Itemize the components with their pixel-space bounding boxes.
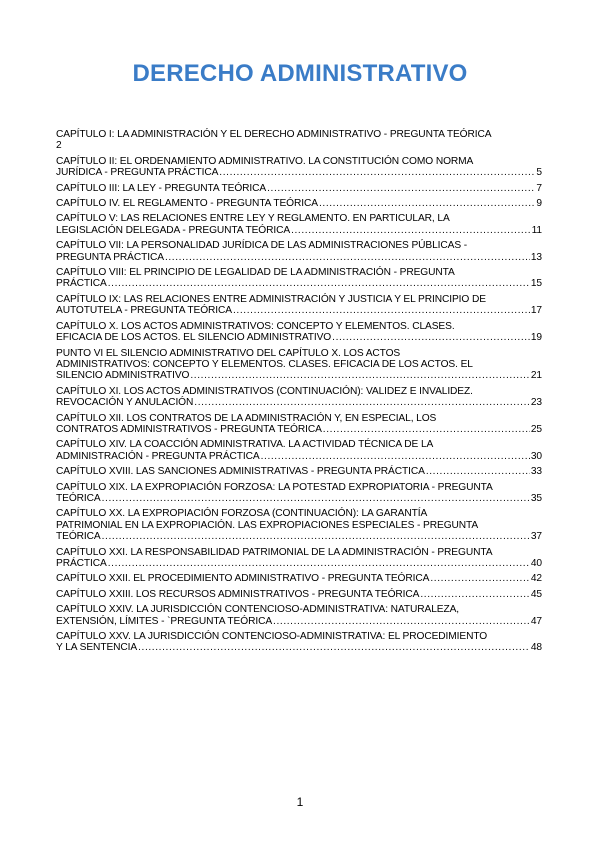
toc-entry-text: CAPÍTULO V: LAS RELACIONES ENTRE LEY Y REGLAMENTO. EN PARTICULAR, LA bbox=[56, 213, 450, 225]
toc-page-number: 5 bbox=[536, 167, 542, 179]
toc-entry-text: TEÓRICA bbox=[56, 492, 101, 504]
toc-entry[interactable] bbox=[56, 482, 542, 505]
toc-entry-text: EFICACIA DE LOS ACTOS. EL SILENCIO ADMINISTRATIVO bbox=[56, 332, 332, 344]
toc-page-number: 42 bbox=[530, 573, 542, 585]
toc-entry-text: REVOCACIÓN Y ANULACIÓN bbox=[56, 397, 194, 409]
toc-entry[interactable] bbox=[56, 348, 542, 382]
toc-entry-text: ADMINISTRATIVOS: CONCEPTO Y ELEMENTOS. CLASES. EFICACIA DE LOS ACTOS. EL bbox=[56, 358, 473, 370]
toc-page-number: 33 bbox=[530, 466, 542, 478]
toc-entry-text: CAPÍTULO X. LOS ACTOS ADMINISTRATIVOS: CONCEPTO Y ELEMENTOS. CLASES. bbox=[56, 320, 455, 332]
toc-entry[interactable] bbox=[56, 508, 542, 542]
toc-leader-dots bbox=[102, 531, 530, 542]
toc-page-number: 19 bbox=[530, 332, 542, 344]
toc-entry-text: CAPÍTULO III: LA LEY - PREGUNTA TEÓRICA bbox=[56, 182, 267, 194]
toc-entry[interactable] bbox=[56, 321, 542, 344]
toc-entry-text: CAPÍTULO XXV. LA JURISDICCIÓN CONTENCIOSO-ADMINISTRATIVA: EL PROCEDIMIENTO bbox=[56, 631, 488, 643]
toc-leader-dots bbox=[430, 573, 530, 584]
page-number: 1 bbox=[296, 795, 304, 809]
toc-entry-text: Y LA SENTENCIA bbox=[56, 642, 138, 654]
toc-page-number: 30 bbox=[530, 450, 542, 462]
toc-entry[interactable] bbox=[56, 156, 542, 179]
toc-page-number: 13 bbox=[530, 251, 542, 263]
toc-entry-text: SILENCIO ADMINISTRATIVO bbox=[56, 370, 190, 382]
toc-page-number: 9 bbox=[536, 198, 542, 210]
toc-entry[interactable] bbox=[56, 631, 542, 654]
toc-page-number: 15 bbox=[530, 278, 542, 290]
toc-page-number: 37 bbox=[530, 531, 542, 543]
toc-entry-text: PREGUNTA PRÁCTICA bbox=[56, 251, 164, 263]
toc-leader-dots bbox=[319, 198, 535, 209]
toc-entry-text: TEÓRICA bbox=[56, 531, 101, 543]
toc-entry[interactable] bbox=[56, 604, 542, 627]
toc-leader-dots bbox=[108, 278, 530, 289]
toc-entry-text: CAPÍTULO XXI. LA RESPONSABILIDAD PATRIMONIAL DE LA ADMINISTRACIÓN - PREGUNTA bbox=[56, 546, 493, 558]
toc-entry-text: CAPÍTULO XI. LOS ACTOS ADMINISTRATIVOS (CONTINUACIÓN): VALIDEZ E INVALIDEZ. bbox=[56, 385, 473, 397]
toc-page-number: 23 bbox=[530, 397, 542, 409]
toc-entry-text: CAPÍTULO IX: LAS RELACIONES ENTRE ADMINISTRACIÓN Y JUSTICIA Y EL PRINCIPIO DE bbox=[56, 293, 486, 305]
toc-entry-text: PATRIMONIAL EN LA EXPROPIACIÓN. LAS EXPROPIACIONES ESPECIALES - PREGUNTA bbox=[56, 519, 479, 531]
toc-entry-text: CAPÍTULO VII: LA PERSONALIDAD JURÍDICA DE LAS ADMINISTRACIONES PÚBLICAS - bbox=[56, 240, 468, 252]
toc-entry-text: CAPÍTULO XXIV. LA JURISDICCIÓN CONTENCIOSO-ADMINISTRATIVA: NATURALEZA, bbox=[56, 604, 460, 616]
toc-entry[interactable] bbox=[56, 573, 542, 584]
toc-entry[interactable] bbox=[56, 413, 542, 436]
toc-entry-text: PRÁCTICA bbox=[56, 278, 107, 290]
toc-entry[interactable] bbox=[56, 213, 542, 236]
toc-leader-dots bbox=[165, 252, 530, 263]
toc-page-number: 35 bbox=[530, 492, 542, 504]
toc-entry-text: LEGISLACIÓN DELEGADA - PREGUNTA TEÓRICA bbox=[56, 224, 291, 236]
toc-leader-dots bbox=[194, 397, 530, 408]
toc-entry-text: CONTRATOS ADMINISTRATIVOS - PREGUNTA TEÓRICA bbox=[56, 423, 322, 435]
toc-leader-dots bbox=[102, 493, 530, 504]
toc-entry-text: CAPÍTULO XII. LOS CONTRATOS DE LA ADMINISTRACIÓN Y, EN ESPECIAL, LOS bbox=[56, 412, 437, 424]
toc-leader-dots bbox=[108, 558, 530, 569]
toc-entry-text: 2 bbox=[56, 140, 62, 152]
toc-leader-dots bbox=[273, 616, 530, 627]
toc-entry[interactable] bbox=[56, 466, 542, 477]
toc-entry-text: CAPÍTULO VIII: EL PRINCIPIO DE LEGALIDAD DE LA ADMINISTRACIÓN - PREGUNTA bbox=[56, 267, 455, 279]
toc-entry[interactable] bbox=[56, 547, 542, 570]
toc-entry[interactable] bbox=[56, 129, 542, 152]
document-title: DERECHO ADMINISTRATIVO bbox=[132, 60, 468, 87]
toc-page-number: 7 bbox=[536, 182, 542, 194]
toc-entry-text: EXTENSIÓN, LÍMITES - `PREGUNTA TEÓRICA bbox=[56, 615, 273, 627]
toc-entry-text: JURÍDICA - PREGUNTA PRÁCTICA bbox=[56, 167, 219, 179]
toc-entry-text: CAPÍTULO XX. LA EXPROPIACIÓN FORZOSA (CONTINUACIÓN): LA GARANTÍA bbox=[56, 508, 428, 520]
toc-page-number: 17 bbox=[530, 305, 542, 317]
toc-entry[interactable] bbox=[56, 386, 542, 409]
toc-entry-text: CAPÍTULO XXIII. LOS RECURSOS ADMINISTRATIVOS - PREGUNTA TEÓRICA bbox=[56, 588, 420, 600]
toc-entry[interactable] bbox=[56, 267, 542, 290]
toc-page-number: 48 bbox=[530, 642, 542, 654]
toc-entry-text: AUTOTUTELA - PREGUNTA TEÓRICA bbox=[56, 305, 232, 317]
toc-entry-text: CAPÍTULO XVIII. LAS SANCIONES ADMINISTRATIVAS - PREGUNTA PRÁCTICA bbox=[56, 466, 425, 478]
toc-page-number: 47 bbox=[530, 615, 542, 627]
toc-leader-dots bbox=[219, 167, 535, 178]
toc-leader-dots bbox=[291, 225, 531, 236]
toc-entry-text: CAPÍTULO XIX. LA EXPROPIACIÓN FORZOSA: LA POTESTAD EXPROPIATORIA - PREGUNTA bbox=[56, 481, 493, 493]
table-of-contents bbox=[56, 129, 542, 658]
toc-leader-dots bbox=[261, 451, 530, 462]
toc-entry-text: PUNTO VI EL SILENCIO ADMINISTRATIVO DEL CAPÍTULO X. LOS ACTOS bbox=[56, 347, 401, 359]
toc-entry-text: CAPÍTULO IV. EL REGLAMENTO - PREGUNTA TEÓRICA bbox=[56, 198, 318, 210]
toc-entry-text: CAPÍTULO XXII. EL PROCEDIMIENTO ADMINISTRATIVO - PREGUNTA TEÓRICA bbox=[56, 573, 430, 585]
toc-entry[interactable] bbox=[56, 294, 542, 317]
toc-entry[interactable] bbox=[56, 198, 542, 209]
toc-leader-dots bbox=[233, 305, 530, 316]
toc-leader-dots bbox=[420, 589, 530, 600]
toc-entry-text: CAPÍTULO XIV. LA COACCIÓN ADMINISTRATIVA. LA ACTIVIDAD TÉCNICA DE LA bbox=[56, 439, 434, 451]
toc-entry-text: ADMINISTRACIÓN - PREGUNTA PRÁCTICA bbox=[56, 450, 260, 462]
toc-entry[interactable] bbox=[56, 439, 542, 462]
toc-leader-dots bbox=[138, 642, 530, 653]
toc-entry[interactable] bbox=[56, 589, 542, 600]
toc-leader-dots bbox=[332, 332, 530, 343]
toc-leader-dots bbox=[323, 424, 530, 435]
toc-page-number: 45 bbox=[530, 588, 542, 600]
toc-leader-dots bbox=[190, 370, 529, 381]
toc-leader-dots bbox=[426, 466, 530, 477]
toc-entry-text: PRÁCTICA bbox=[56, 558, 107, 569]
toc-entry-text: CAPÍTULO II: EL ORDENAMIENTO ADMINISTRATIVO. LA CONSTITUCIÓN COMO NORMA bbox=[56, 155, 474, 167]
toc-entry-text: CAPÍTULO I: LA ADMINISTRACIÓN Y EL DERECHO ADMINISTRATIVO - PREGUNTA TEÓRICA bbox=[56, 129, 492, 140]
toc-page-number: 40 bbox=[530, 558, 542, 569]
toc-entry[interactable] bbox=[56, 183, 542, 194]
toc-page-number: 25 bbox=[530, 423, 542, 435]
toc-page-number: 11 bbox=[531, 224, 542, 236]
toc-page-number: 21 bbox=[530, 370, 542, 382]
toc-leader-dots bbox=[267, 183, 535, 194]
toc-entry[interactable] bbox=[56, 240, 542, 263]
